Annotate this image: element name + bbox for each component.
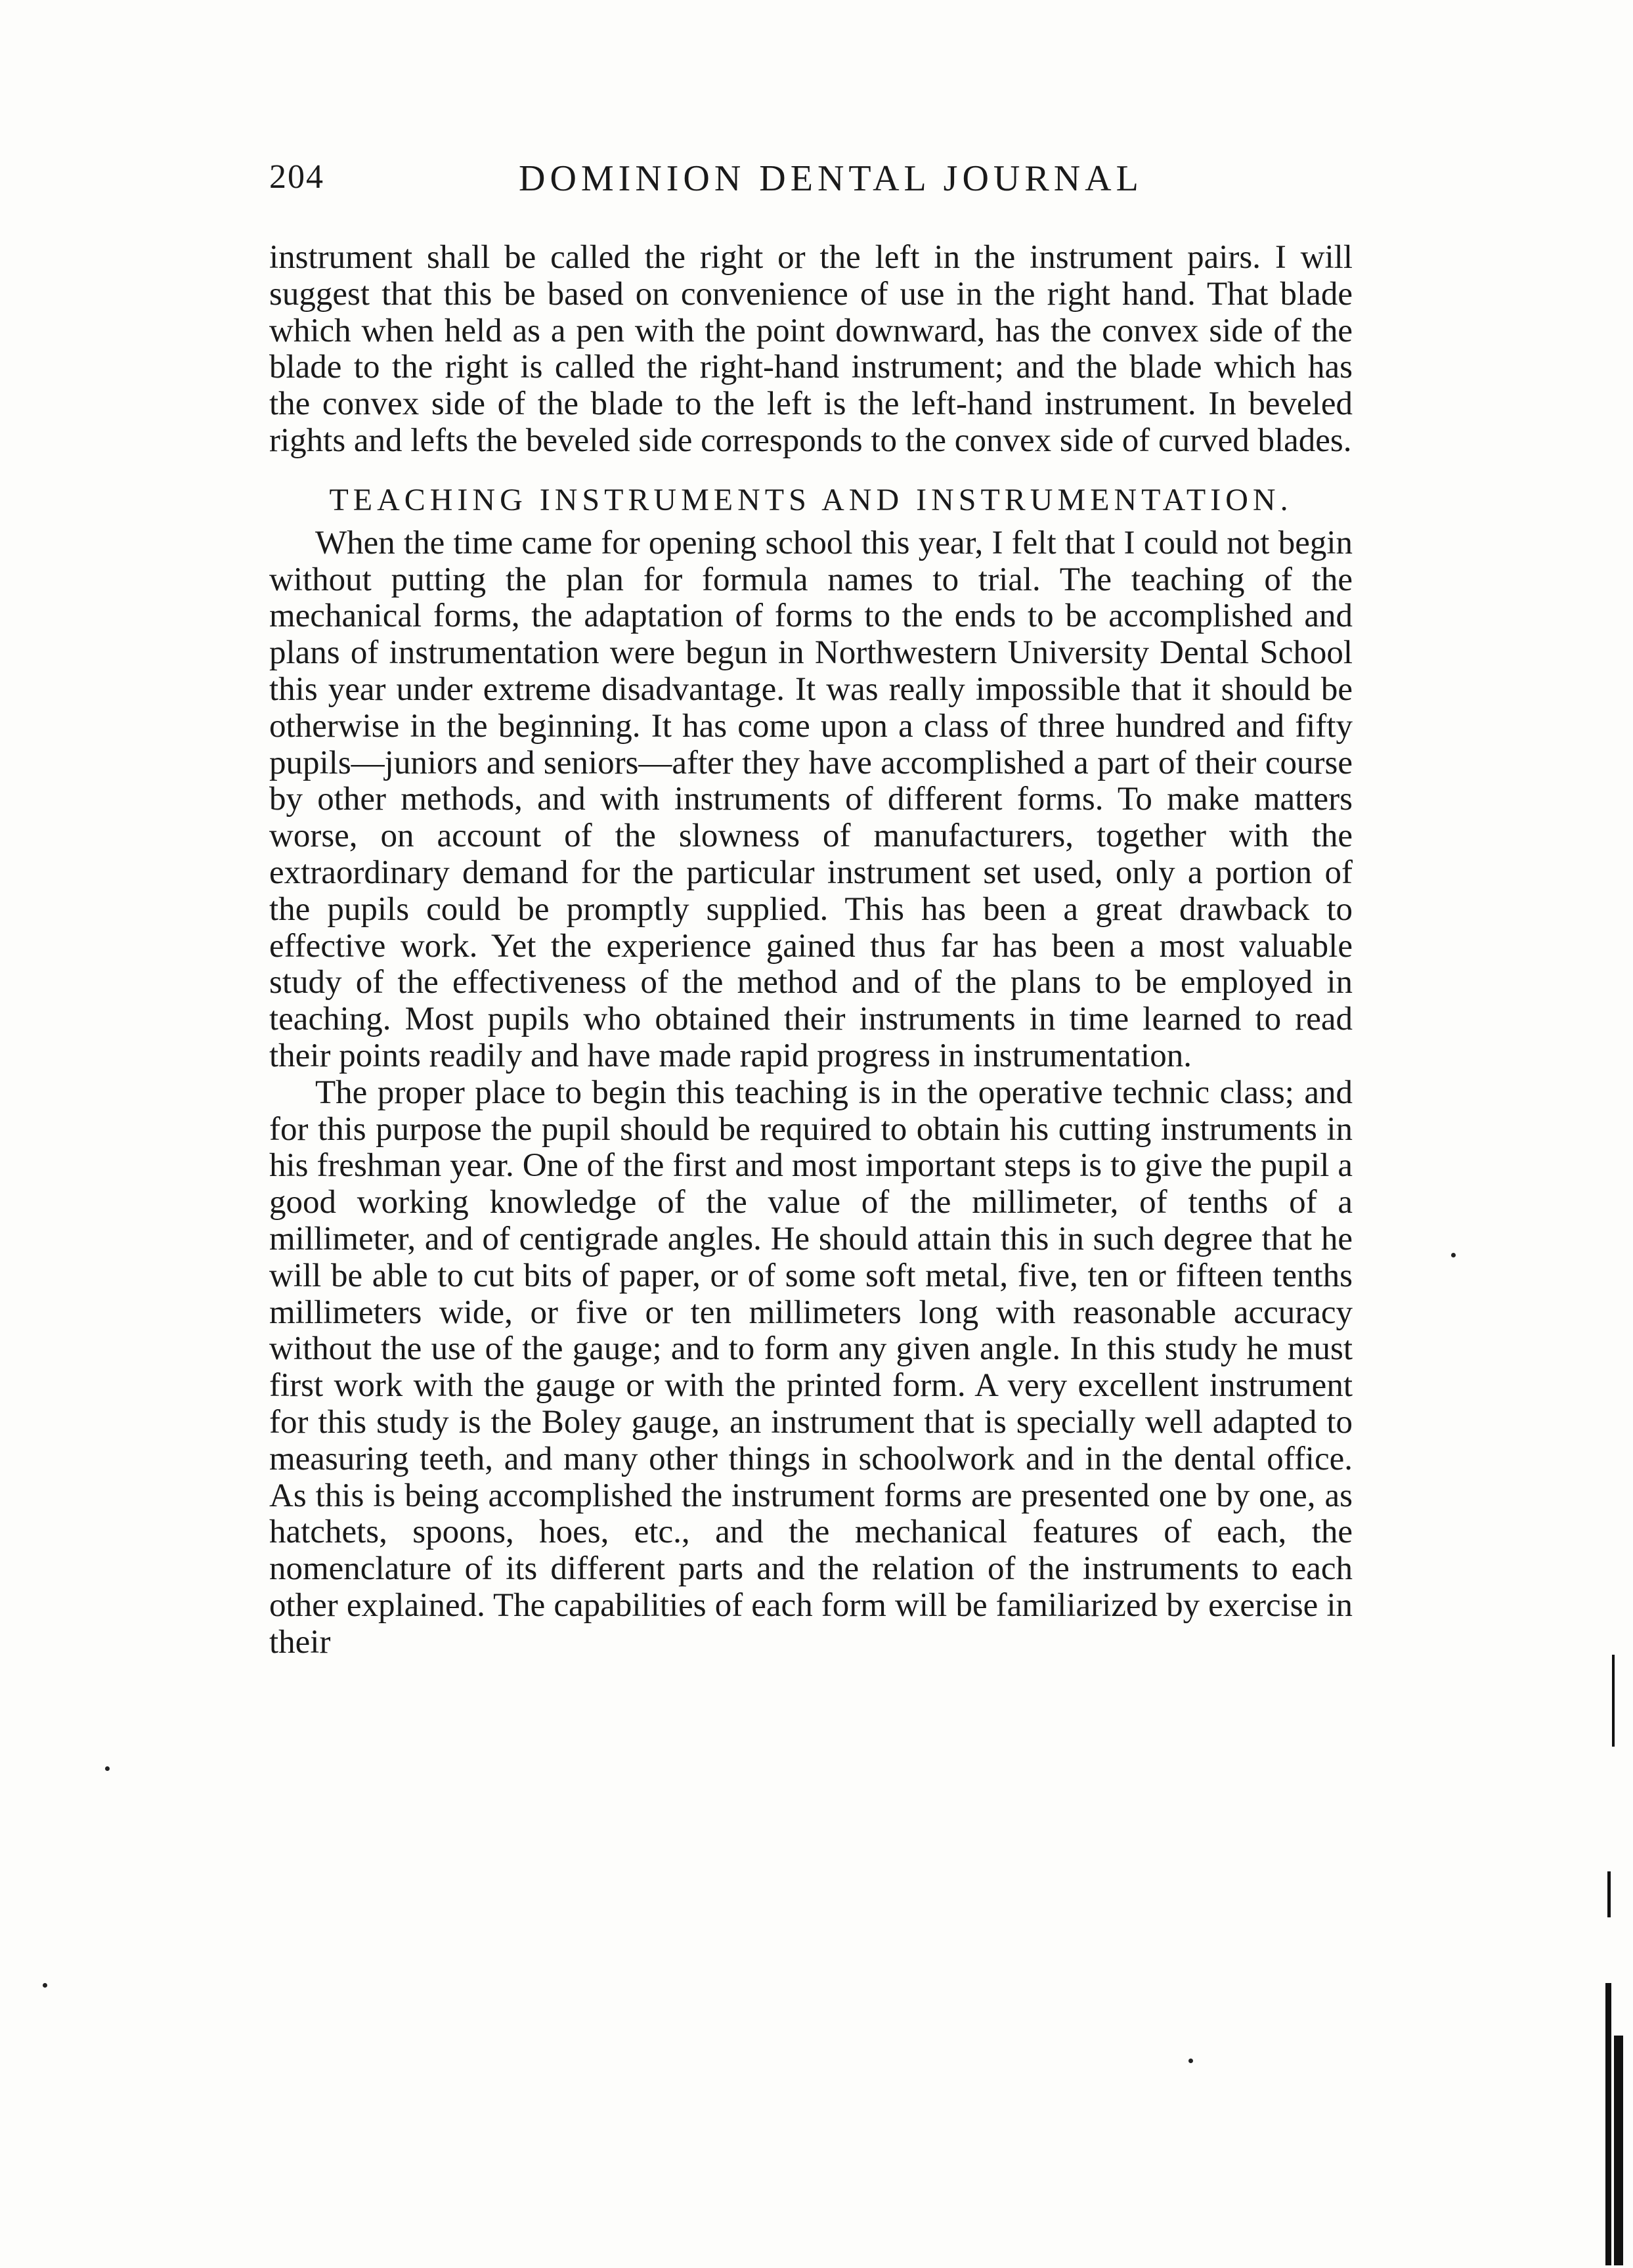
scan-edge-mark (1612, 1655, 1615, 1747)
scan-speck (1188, 2059, 1193, 2063)
article-body (269, 240, 1353, 1661)
scan-edge-mark (1605, 1983, 1611, 2265)
page-number: 204 (269, 158, 324, 196)
scan-speck (105, 1766, 110, 1771)
scan-speck (43, 1983, 47, 1988)
section-heading: TEACHING INSTRUMENTS AND INSTRUMENTATION. (329, 482, 1293, 517)
paragraph: When the time came for opening school this year, I felt that I could not begin without putting the plan for formula names to trial. The teaching of the mechanical forms, the adaptation of forms to the ends to be accomplished and plans of instrumentation were begun in Northwestern University Dental School this year under extreme disadvantage. It was really impossible that it should be otherwise in the beginning. It has come upon a class of three hundred and fifty pupils—juniors and seniors—after they have accomplished a part of their course by other methods, and with instruments of different forms. To make matters worse, on account of the slowness of manufacturers, together with the extraordinary demand for the particular instrument set used, only a portion of the pupils could be promptly supplied. This has been a great drawback to effective work. Yet the experience gained thus far has been a most valuable study of the effectiveness of the method and of the plans to be employed in teaching. Most pupils who obtained their instruments in time learned to read their points readily and have made rapid progress in instrumentation. (269, 524, 1353, 1074)
paragraph-continued: instrument shall be called the right or the left in the instrument pairs. I will suggest that this be based on convenience of use in the right hand. That blade which when held as a pen with the point downward, has the convex side of the blade to the right is called the right-hand instrument; and the blade which has the convex side of the blade to the left is the left-hand instrument. In beveled rights and lefts the beveled side corresponds to the convex side of curved blades. (269, 239, 1353, 459)
scan-edge-mark (1614, 2036, 1623, 2265)
journal-title: DOMINION DENTAL JOURNAL (519, 158, 1143, 199)
running-head (269, 158, 1353, 210)
paragraph: The proper place to begin this teaching is in the operative technic class; and for this purpose the pupil should be required to obtain his cutting instruments in his freshman year. One of the first and most important steps is to give the pupil a good working knowledge of the value of the millimeter, of tenths of a millimeter, and of centigrade angles. He should attain this in such degree that he will be able to cut bits of paper, or of some soft metal, five, ten or fifteen tenths millimeters wide, or five or ten millimeters long with reasonable accuracy without the use of the gauge; and to form any given angle. In this study he must first work with the gauge or with the printed form. A very excellent instrument for this study is the Boley gauge, an instrument that is specially well adapted to measuring teeth, and many other things in schoolwork and in the dental office. As this is being accomplished the instrument forms are presented one by one, as hatchets, spoons, hoes, etc., and the mechanical features of each, the nomenclature of its different parts and the relation of the instruments to each other explained. The capabilities of each form will be familiarized by exercise in their (269, 1074, 1353, 1661)
scan-edge-mark (1607, 1871, 1611, 1917)
scan-speck (1451, 1253, 1456, 1257)
